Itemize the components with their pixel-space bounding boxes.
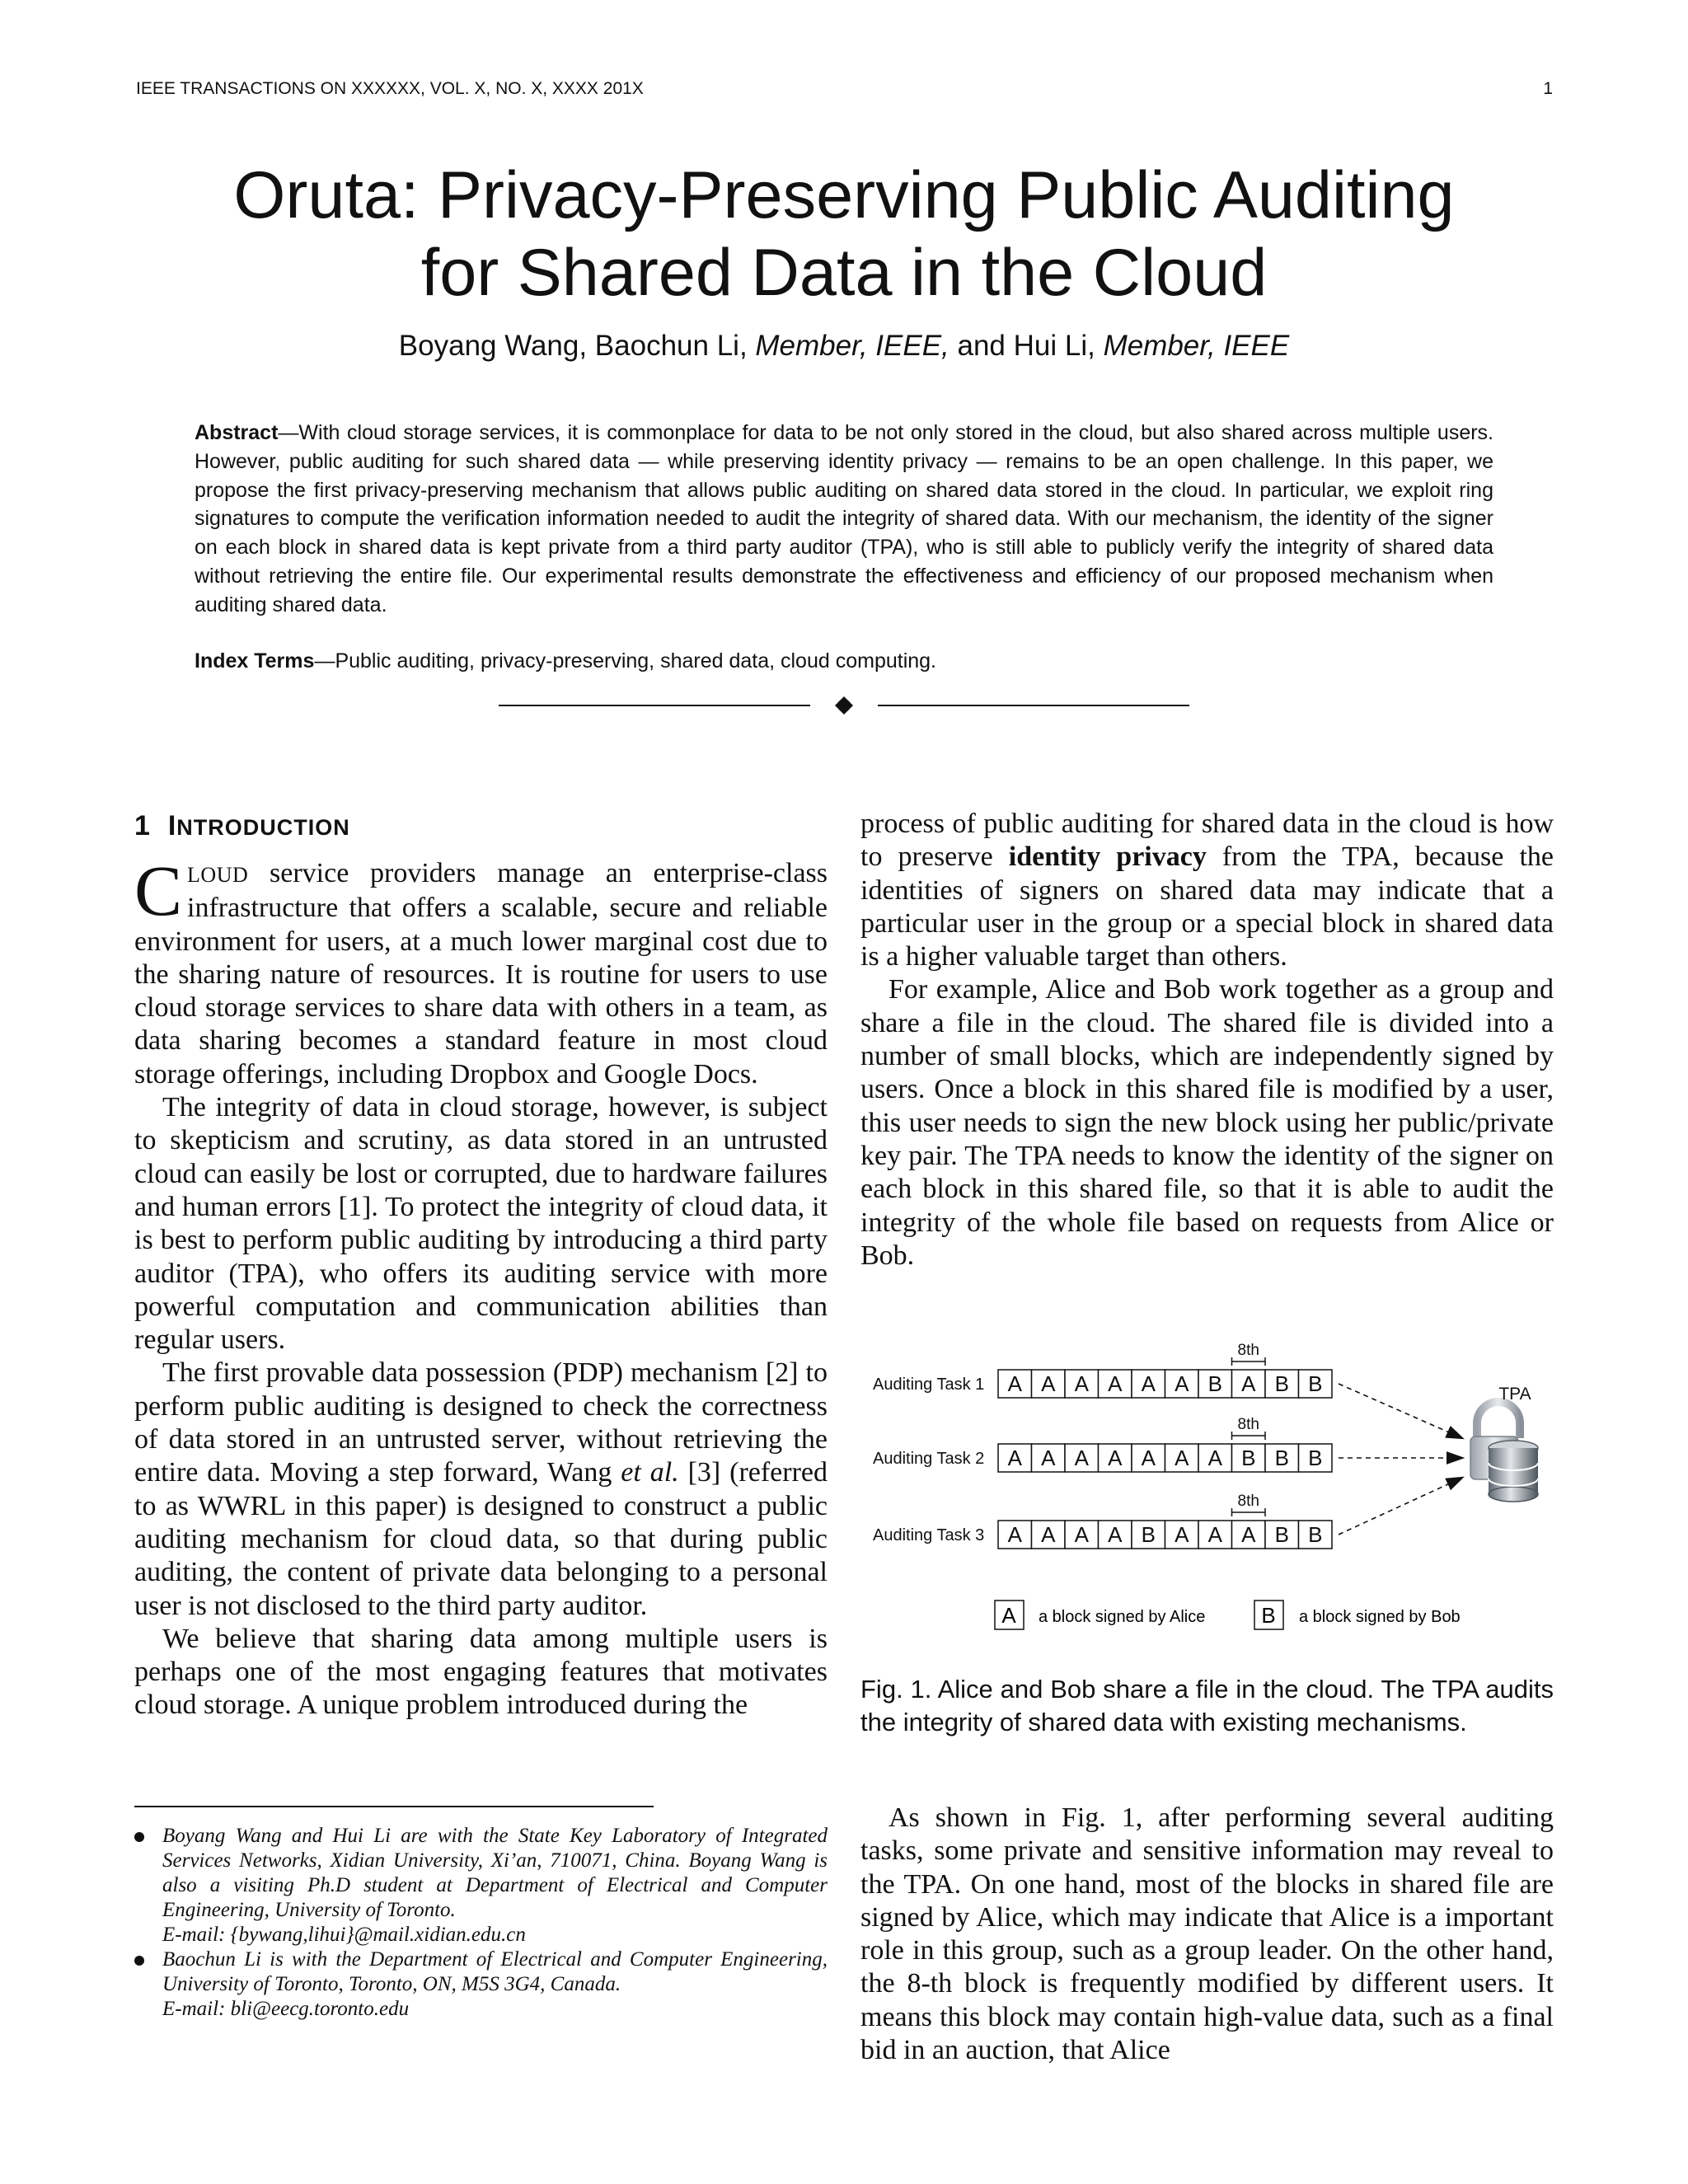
right-paragraph-1-b: from the TPA, because the identities of signers on shared data may indicate that a particular user in the group or a special block in shared data is a higher valuable target than others. bbox=[860, 841, 1554, 972]
footnote-2 bbox=[134, 1947, 828, 2022]
data-block-signer: A bbox=[1207, 1522, 1222, 1547]
abstract-label: Abstract bbox=[195, 421, 279, 444]
data-block-signer: B bbox=[1308, 1446, 1323, 1470]
title-line-1: Oruta: Privacy-Preserving Public Auditing bbox=[233, 158, 1455, 232]
footnote-rule bbox=[134, 1806, 654, 1807]
figure-caption: Fig. 1. Alice and Bob share a file in the cloud. The TPA audits the integrity of shared data with existing mechanisms. bbox=[860, 1675, 1554, 1736]
eighth-block-label: 8th bbox=[1237, 1416, 1259, 1433]
index-terms-label: Index Terms bbox=[195, 649, 315, 673]
section-number: 1 bbox=[134, 810, 151, 841]
running-head: IEEE TRANSACTIONS ON XXXXXX, VOL. X, NO. X, XXXX 201X bbox=[136, 79, 644, 98]
data-block-signer: A bbox=[1241, 1371, 1256, 1396]
identity-privacy-emphasis: identity privacy bbox=[1008, 841, 1207, 873]
auditing-task-row bbox=[873, 1416, 1332, 1472]
auditing-task-label: Auditing Task 3 bbox=[873, 1526, 985, 1544]
footnote-1-text: Boyang Wang and Hui Li are with the State Key Laboratory of Integrated Services Networks, Xidian University, Xi’an, 710071, China. Boyang Wang is also a visiting Ph.D student at Department of Electrical and Computer Engineering, University of Toronto. bbox=[162, 1825, 828, 1921]
abstract bbox=[195, 419, 1493, 620]
data-block-signer: A bbox=[1041, 1371, 1056, 1396]
data-block-signer: A bbox=[1007, 1371, 1022, 1396]
data-block-signer: A bbox=[1041, 1446, 1056, 1470]
footnotes bbox=[134, 1824, 828, 2022]
data-block-signer: B bbox=[1308, 1522, 1323, 1547]
audit-arrow bbox=[1339, 1478, 1462, 1535]
bullet-icon bbox=[134, 1956, 144, 1966]
intro-paragraph-3-a: The first provable data possession (PDP) mechanism [2] to perform public auditing is designed to check the correctness of data stored in an untrusted server, without retrieving the entire data. Moving a step forward, Wang bbox=[134, 1357, 828, 1488]
data-block-signer: A bbox=[1007, 1446, 1022, 1470]
abstract-text: —With cloud storage services, it is commonplace for data to be not only stored in the cloud, but also shared across multiple users. However, public auditing for such shared data — while preserving identity privacy — remains to be an open challenge. In this paper, we propose the first privacy-preserving mechanism that allows public auditing on shared data stored in the cloud. In particular, we exploit ring signatures to compute the verification information needed to audit the integrity of shared data. With our mechanism, the identity of the signer on each block in shared data is kept private from a third party auditor (TPA), who is still able to publicly verify the integrity of shared data without retrieving the entire file. Our experimental results demonstrate the effectiveness and efficiency of our proposed mechanism when auditing shared data. bbox=[195, 421, 1493, 616]
intro-paragraph-3 bbox=[134, 1357, 828, 1622]
intro-paragraph-1 bbox=[134, 851, 828, 1091]
data-block-signer: A bbox=[1074, 1446, 1089, 1470]
paper-title bbox=[0, 157, 1688, 312]
data-block-signer: B bbox=[1274, 1522, 1289, 1547]
page-number: 1 bbox=[1543, 79, 1553, 98]
data-block-signer: A bbox=[1007, 1522, 1022, 1547]
intro-paragraph-1-text: service providers manage an enterprise-class infrastructure that offers a scalable, secure and reliable environment for users, at a much lower marginal cost due to the sharing nature of resources. It is routine for users to use cloud storage services to share data with others in a team, as data sharing becomes a standard feature in most cloud storage offerings, including Dropbox and Google Docs. bbox=[134, 858, 828, 1090]
tpa-database-lock-icon bbox=[1470, 1402, 1538, 1502]
section-title-initial: I bbox=[167, 810, 177, 841]
index-terms-text: —Public auditing, privacy-preserving, shared data, cloud computing. bbox=[314, 649, 937, 673]
data-block-signer: B bbox=[1308, 1371, 1323, 1396]
auditing-task-label: Auditing Task 1 bbox=[873, 1376, 985, 1394]
data-block-signer: A bbox=[1175, 1522, 1189, 1547]
drop-cap: C bbox=[134, 851, 183, 930]
author-names-2: and Hui Li, bbox=[949, 330, 1104, 362]
section-title-rest: NTRODUCTION bbox=[176, 815, 350, 840]
eighth-block-label: 8th bbox=[1237, 1493, 1259, 1510]
legend bbox=[995, 1601, 1461, 1629]
index-terms bbox=[195, 647, 1493, 675]
title-line-2: for Shared Data in the Cloud bbox=[420, 236, 1268, 310]
auditing-task-label: Auditing Task 2 bbox=[873, 1450, 985, 1468]
author-membership-1: Member, IEEE, bbox=[755, 330, 950, 362]
auditing-task-row bbox=[873, 1342, 1332, 1398]
data-block-signer: A bbox=[1074, 1522, 1089, 1547]
data-block-signer: B bbox=[1274, 1371, 1289, 1396]
data-block-signer: A bbox=[1041, 1522, 1056, 1547]
legend-bob-text: a block signed by Bob bbox=[1299, 1608, 1461, 1626]
tpa-label: TPA bbox=[1498, 1385, 1531, 1404]
footnote-1 bbox=[134, 1824, 828, 1947]
diamond-ornament-icon bbox=[835, 696, 853, 715]
data-block-signer: A bbox=[1108, 1446, 1123, 1470]
data-block-signer: B bbox=[1141, 1522, 1156, 1547]
data-block-signer: B bbox=[1207, 1371, 1222, 1396]
data-block-signer: B bbox=[1241, 1446, 1256, 1470]
left-column bbox=[134, 808, 828, 1722]
audit-arrow bbox=[1339, 1384, 1462, 1438]
right-paragraph-2: For example, Alice and Bob work together as a group and share a file in the cloud. The shared file is divided into a number of small blocks, which are independently signed by users. Once a block in this shared file is modified by a user, this user needs to sign the new block using her public/private key pair. The TPA needs to know the identity of the signer on each block in this shared file, so that it is able to audit the integrity of the whole file based on requests from Alice or Bob. bbox=[860, 974, 1554, 1271]
et-al: et al. bbox=[621, 1457, 679, 1488]
bullet-icon bbox=[134, 1832, 144, 1842]
right-paragraph-1-a: process of public auditing for shared data in the cloud is how to preserve bbox=[860, 808, 1554, 873]
right-column-continued bbox=[860, 1802, 1554, 2067]
legend-alice-letter: A bbox=[1001, 1603, 1016, 1628]
section-separator bbox=[499, 692, 1189, 719]
data-block-signer: A bbox=[1108, 1522, 1123, 1547]
intro-paragraph-3-b: [3] (referred to as WWRL in this paper) is designed to construct a public auditing mechanism for cloud data, so that during public auditing, the content of private data belonging to a personal user is not disclosed to the third party auditor. bbox=[134, 1457, 828, 1621]
right-column bbox=[860, 808, 1554, 1272]
intro-paragraph-4: We believe that sharing data among multiple users is perhaps one of the most engaging features that motivates cloud storage. A unique problem introduced during the bbox=[134, 1623, 828, 1721]
data-block-signer: A bbox=[1108, 1371, 1123, 1396]
auditing-task-row bbox=[873, 1493, 1332, 1549]
author-membership-2: Member, IEEE bbox=[1103, 330, 1290, 362]
section-heading bbox=[134, 808, 828, 846]
intro-paragraph-2: The integrity of data in cloud storage, however, is subject to skepticism and scrutiny, as data stored in an untrusted cloud can easily be lost or corrupted, due to hardware failures and human errors [1]. To protect the integrity of cloud data, it is best to perform public auditing by introducing a third party auditor (TPA), who offers its auditing service with more powerful computation and communication abilities than regular users. bbox=[134, 1092, 828, 1356]
figure-1 bbox=[860, 1319, 1554, 1640]
eighth-block-label: 8th bbox=[1237, 1342, 1259, 1359]
legend-alice-text: a block signed by Alice bbox=[1039, 1608, 1206, 1626]
data-block-signer: A bbox=[1074, 1371, 1089, 1396]
data-block-signer: A bbox=[1141, 1371, 1156, 1396]
footnote-2-email: E-mail: bli@eecg.toronto.edu bbox=[162, 1998, 410, 2020]
figure-diagram bbox=[860, 1319, 1554, 1640]
right-paragraph-1 bbox=[860, 808, 1554, 973]
data-block-signer: B bbox=[1274, 1446, 1289, 1470]
author-names-1: Boyang Wang, Baochun Li, bbox=[398, 330, 756, 362]
data-block-signer: A bbox=[1207, 1446, 1222, 1470]
footnote-2-text: Baochun Li is with the Department of Electrical and Computer Engineering, University of Toronto, Toronto, ON, M5S 3G4, Canada. bbox=[162, 1948, 828, 1995]
data-block-signer: A bbox=[1175, 1371, 1189, 1396]
data-block-signer: A bbox=[1175, 1446, 1189, 1470]
data-block-signer: A bbox=[1241, 1522, 1256, 1547]
footnote-1-email: E-mail: {bywang,lihui}@mail.xidian.edu.cn bbox=[162, 1924, 526, 1946]
author-line bbox=[0, 330, 1688, 363]
drop-cap-smallcaps: LOUD bbox=[187, 863, 249, 887]
right-paragraph-3: As shown in Fig. 1, after performing several auditing tasks, some private and sensitive information may reveal to the TPA. On one hand, most of the blocks in shared file are signed by Alice, which may indicate that Alice is a important role in this group, such as a group leader. On the other hand, the 8-th block is frequently modified by different users. It means this block may contain high-value data, such as a final bid in an auction, that Alice bbox=[860, 1802, 1554, 2066]
legend-bob-letter: B bbox=[1261, 1603, 1276, 1628]
data-block-signer: A bbox=[1141, 1446, 1156, 1470]
